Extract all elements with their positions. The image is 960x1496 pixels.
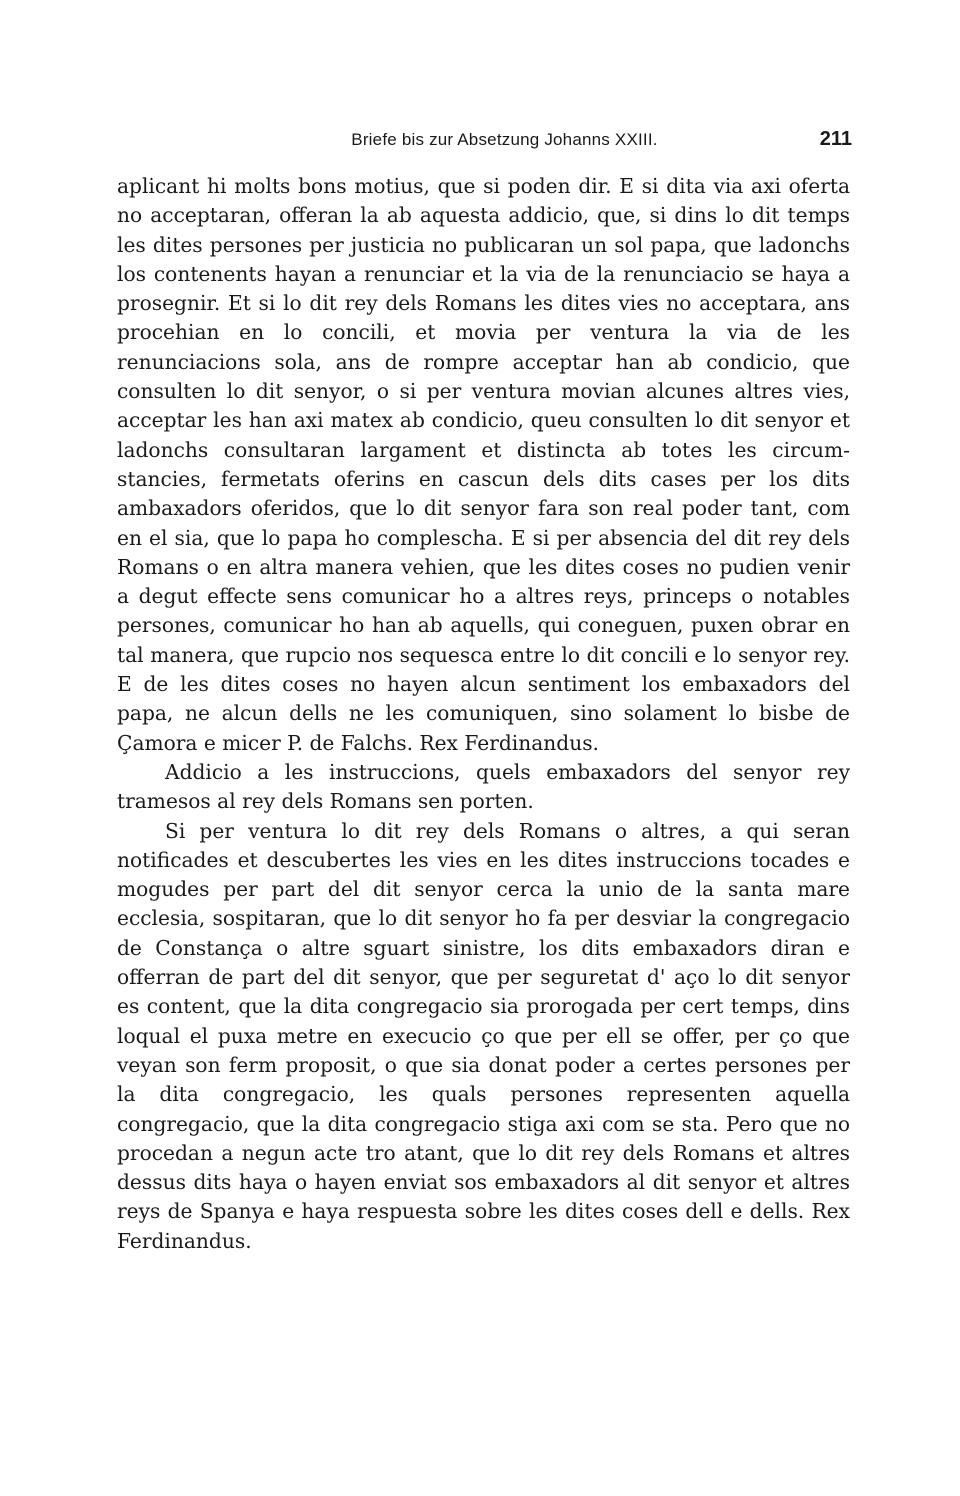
text-body — [117, 172, 850, 1256]
paragraph-2: Addicio a les instruccions, quels embaxadors del senyor rey tramesos al rey dels Romans sen porten. — [117, 759, 850, 814]
page-number: 211 — [819, 128, 852, 150]
page-header — [117, 128, 852, 156]
paragraph-3: Si per ventura lo dit rey dels Romans o altres, a qui seran notificades et descubertes les vies en les dites instruccions tocades e mogudes per part del dit senyor cerca la unio de la santa mare ecclesia, sospitaran, que lo dit senyor ho fa per desviar la congregacio de Constança o altre sguart sinistre, los dits embaxadors diran e offerran de part del dit senyor, que per seguretat d' aço lo dit senyor es content, que la dita congregacio sia prorogada per cert temps, dins loqual el puxa metre en execucio ço que per ell se offer, per ço que veyan son ferm proposit, o que sia donat poder a certes persones per la dita congregacio, les quals persones representen aquella congregacio, que la dita congregacio stiga axi com se sta. Pero que no procedan a negun acte tro atant, que lo dit rey dels Romans et altres dessus dits haya o hayen enviat sos embaxadors al dit senyor et altres reys de Spanya e haya respuesta sobre les dites coses dell e dells. Rex Ferdinandus. — [117, 818, 850, 1253]
running-head: Briefe bis zur Absetzung Johanns XXIII. — [351, 130, 658, 149]
paragraph-1: aplicant hi molts bons motius, que si poden dir. E si dita via axi oferta no acceptaran, offeran la ab aquesta addicio, que, si dins lo dit temps les dites persones per justicia no publicaran un sol papa, que ladonchs los contenents hayan a renunciar et la via de la renunciacio se haya a prosegnir. Et si lo dit rey dels Romans les dites vies no acceptara, ans procehian en lo concili, et movia per ventura la via de les renunciacions sola, ans de rompre acceptar han ab condicio, que consulten lo dit senyor, o si per ventura movian alcunes altres vies, acceptar les han axi matex ab condicio, queu consulten lo dit senyor et ladonchs consultaran largament et distincta ab totes les circumstancies, fermetats oferins en cascun dels dits cases per los dits ambaxadors oferidos, que lo dit senyor fara son real poder tant, com en el sia, que lo papa ho complescha. E si per absencia del dit rey dels Romans o en altra manera vehien, que les dites coses no pudien venir a degut effecte sens comunicar ho a altres reys, princeps o notables persones, comunicar ho han ab aquells, qui coneguen, puxen obrar en tal manera, que rupcio nos sequesca entre lo dit concili e lo senyor rey. E de les dites coses no hayen alcun sentiment los embaxadors del papa, ne alcun dells ne les comuniquen, sino solament lo bisbe de Çamora e micer P. de Falchs. Rex Ferdinandus. — [117, 174, 850, 755]
